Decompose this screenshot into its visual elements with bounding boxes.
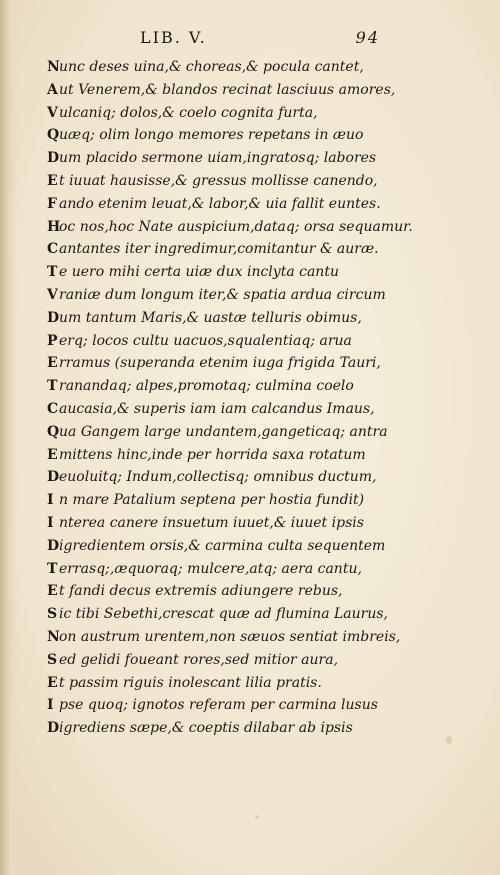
show-through-bleed xyxy=(404,40,474,640)
line-text: ranandaq; alpes,promotaq; culmina coelo xyxy=(59,378,354,395)
line-text: t fandi decus extremis adiungere rebus, xyxy=(59,583,343,600)
line-text: uæq; olim longo memores repetans in æuo xyxy=(59,127,364,144)
verse-line xyxy=(47,603,388,626)
running-head: LIB. V. xyxy=(140,28,207,47)
line-text: ed gelidi foueant rores,sed mitior aura, xyxy=(59,651,339,668)
verse-line xyxy=(47,558,377,581)
line-text: t passim riguis inolescant lilia pratis. xyxy=(59,674,322,691)
verse-line xyxy=(47,694,377,717)
line-initial: E xyxy=(47,446,58,463)
line-text: ulcaniq; dolos,& coelo cognita furta, xyxy=(59,104,318,121)
line-initial: Q xyxy=(47,423,60,440)
line-initial: S xyxy=(47,651,58,668)
verse-line xyxy=(47,466,377,489)
line-text: ando etenim leuat,& labor,& uia fallit euntes. xyxy=(59,195,381,212)
verse-line xyxy=(47,147,377,170)
verse-line xyxy=(47,79,396,102)
verse-line xyxy=(47,352,381,375)
line-initial: T xyxy=(47,560,58,577)
line-initial: D xyxy=(47,720,60,737)
binding-gutter xyxy=(0,0,18,875)
line-initial: N xyxy=(47,628,60,645)
verse-line xyxy=(47,170,377,193)
line-text: aucasia,& superis iam iam calcandus Imaus, xyxy=(59,400,375,417)
verse-line xyxy=(47,261,377,284)
verse-text xyxy=(47,56,413,740)
verse-line xyxy=(47,444,377,467)
line-initial: Q xyxy=(47,127,60,144)
verse-line xyxy=(47,56,377,79)
line-text: ua Gangem large undantem,gangeticaq; antra xyxy=(59,423,388,440)
line-initial: E xyxy=(47,583,58,600)
verse-line xyxy=(47,375,377,398)
line-text: um tantum Maris,& uastæ telluris obimus, xyxy=(59,309,362,326)
line-initial: T xyxy=(47,378,58,395)
line-initial: F xyxy=(47,195,57,212)
verse-line xyxy=(47,398,377,421)
verse-line xyxy=(47,512,377,535)
paper-stain xyxy=(255,815,259,819)
line-initial: A xyxy=(47,81,58,98)
line-initial: P xyxy=(47,332,58,349)
line-text: ic tibi Sebethi,crescat quæ ad flumina Laurus, xyxy=(59,606,388,623)
verse-line xyxy=(47,649,377,672)
line-initial: D xyxy=(47,150,60,167)
verse-line xyxy=(47,330,377,353)
line-initial: C xyxy=(47,241,59,258)
line-text: ut Venerem,& blandos recinat lasciuus amores, xyxy=(59,81,396,98)
line-initial: E xyxy=(47,355,58,372)
line-initial: D xyxy=(47,309,60,326)
verse-line xyxy=(47,216,413,239)
line-initial: E xyxy=(47,674,58,691)
line-initial: H xyxy=(47,218,61,235)
line-initial: V xyxy=(47,286,58,303)
line-text: rramus (superanda etenim iuga frigida Tauri, xyxy=(59,355,381,372)
line-text: pse quoq; ignotos referam per carmina lusus xyxy=(59,697,378,714)
verse-line xyxy=(47,535,386,558)
verse-line xyxy=(47,672,377,695)
verse-line xyxy=(47,421,388,444)
line-text: antantes iter ingredimur,comitantur & auræ. xyxy=(59,241,379,258)
line-initial: D xyxy=(47,537,60,554)
line-text: unc deses uina,& choreas,& pocula cantet, xyxy=(59,59,364,75)
line-text: errasq;,æquoraq; mulcere,atq; aera cantu, xyxy=(59,560,362,577)
line-initial: S xyxy=(47,606,58,623)
line-initial: N xyxy=(47,59,60,75)
verse-line xyxy=(47,580,377,603)
verse-line xyxy=(47,489,377,512)
verse-line xyxy=(47,307,377,330)
verse-line xyxy=(47,238,377,261)
line-text: on austrum urentem,non sæuos sentiat imbreis, xyxy=(59,628,401,645)
line-text: oc nos,hoc Nate auspicium,dataq; orsa sequamur. xyxy=(59,218,413,235)
line-text: um placido sermone uiam,ingratosq; labores xyxy=(59,150,377,167)
line-text: raniæ dum longum iter,& spatia ardua circum xyxy=(59,286,386,303)
line-text: n mare Patalium septena per hostia fundit) xyxy=(59,492,365,509)
line-text: mittens hinc,inde per horrida saxa rotatum xyxy=(59,446,366,463)
verse-line xyxy=(47,193,381,216)
page-number: 94 xyxy=(355,28,380,47)
line-initial: E xyxy=(47,172,58,189)
page-header xyxy=(140,28,380,54)
line-text: t iuuat hausisse,& gressus mollisse canendo, xyxy=(59,172,378,189)
line-text: igredientem orsis,& carmina culta sequentem xyxy=(59,537,386,554)
line-text: igrediens sæpe,& coeptis dilabar ab ipsis xyxy=(59,720,353,737)
verse-line xyxy=(47,102,377,125)
line-text: erq; locos cultu uacuos,squalentiaq; arua xyxy=(59,332,352,349)
line-initial: T xyxy=(47,264,58,281)
line-initial: V xyxy=(47,104,58,121)
line-initial: I xyxy=(47,492,54,509)
line-text: nterea canere insuetum iuuet,& iuuet ipsis xyxy=(59,514,364,531)
paper-stain xyxy=(446,736,452,744)
line-initial: D xyxy=(47,469,60,486)
line-initial: C xyxy=(47,400,59,417)
verse-line xyxy=(47,717,377,740)
line-text: e uero mihi certa uiæ dux inclyta cantu xyxy=(59,264,339,281)
line-initial: I xyxy=(47,514,54,531)
line-text: euoluitq; Indum,collectisq; omnibus ductum, xyxy=(59,469,377,486)
verse-line xyxy=(47,626,401,649)
line-initial: I xyxy=(47,697,54,714)
verse-line xyxy=(47,284,386,307)
verse-line xyxy=(47,124,377,147)
